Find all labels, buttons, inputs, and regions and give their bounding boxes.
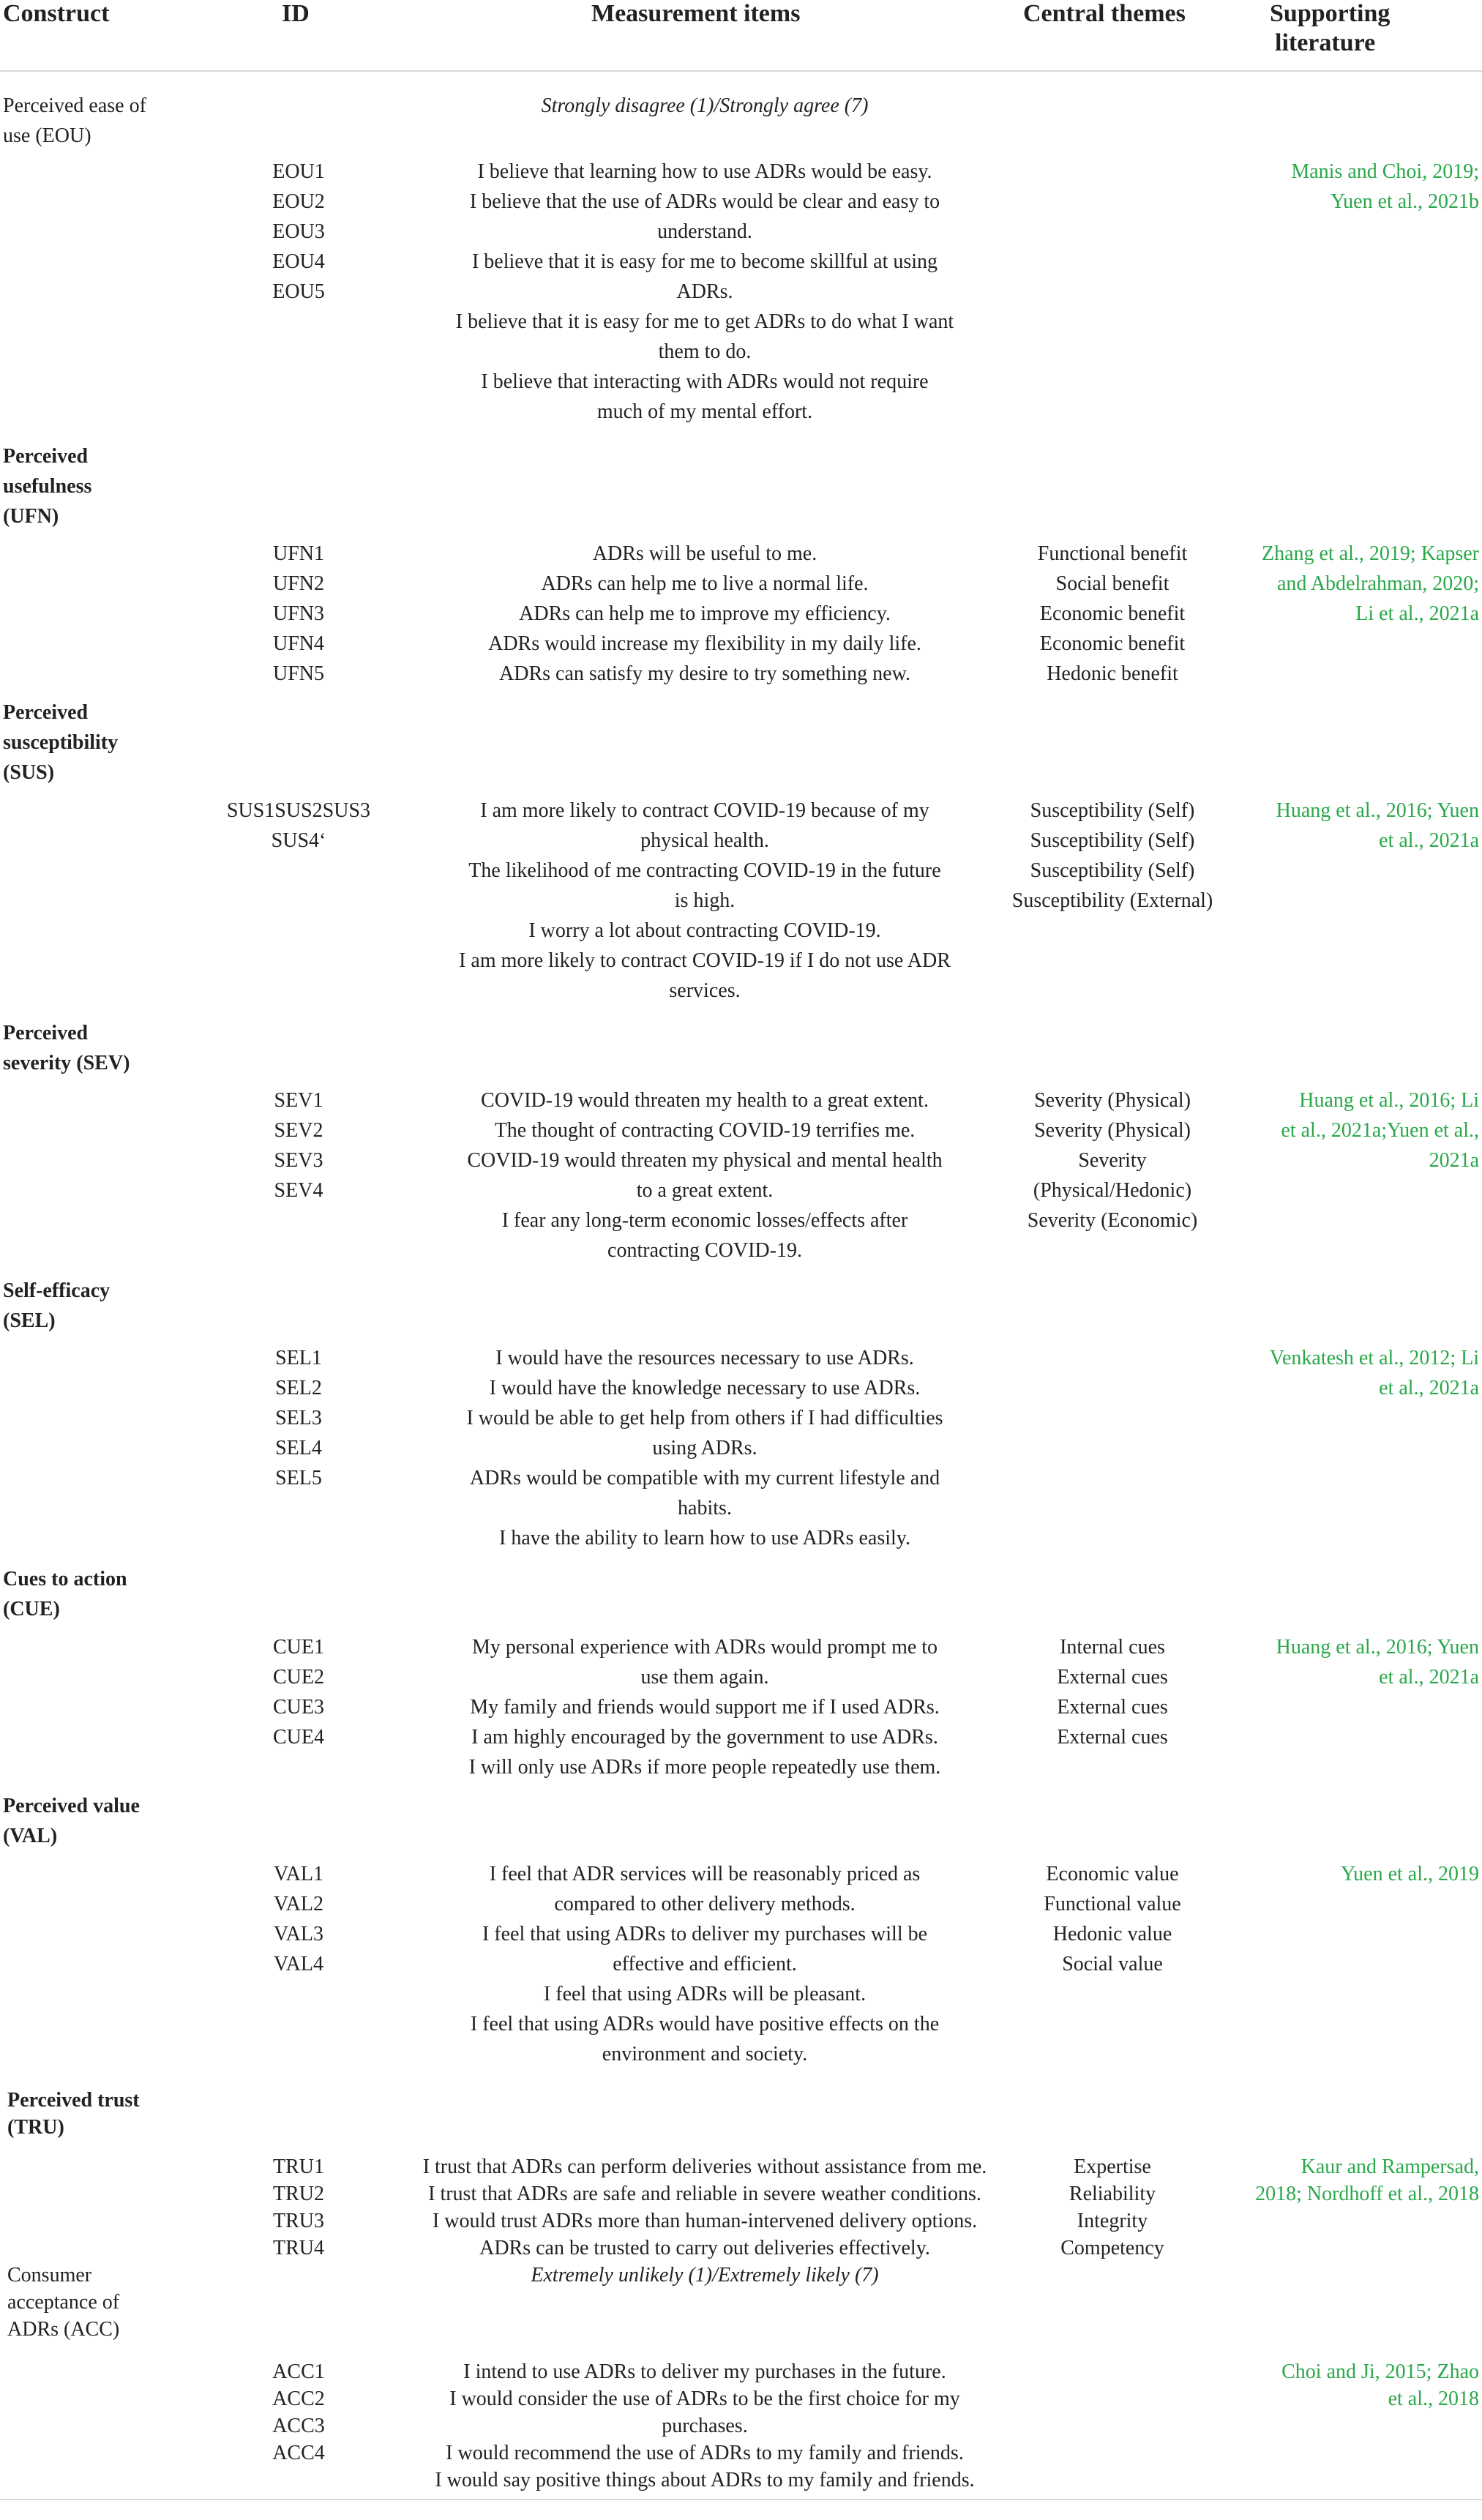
literature-ref: 2018; Nordhoff et al., 2018 — [1255, 2183, 1479, 2205]
construct-label: Perceived ease of — [3, 94, 146, 117]
construct-label: ADRs (ACC) — [7, 2318, 120, 2341]
literature-ref: Kaur and Rampersad, — [1301, 2156, 1479, 2178]
header-literature-1: Supporting — [1270, 0, 1391, 27]
header-literature-2: literature — [1275, 29, 1376, 56]
header-items: Measurement items — [591, 0, 801, 27]
construct-label: (CUE) — [3, 1598, 60, 1620]
literature-ref: et al., 2021a — [1379, 1666, 1479, 1689]
construct-label: use (EOU) — [3, 124, 91, 147]
header-themes: Central themes — [1023, 0, 1186, 27]
construct-label: Perceived — [3, 445, 89, 468]
literature-ref: Zhang et al., 2019; Kapser — [1261, 542, 1479, 565]
literature-ref: Choi and Ji, 2015; Zhao — [1281, 2360, 1479, 2383]
construct-label: (SEL) — [3, 1309, 56, 1332]
literature-ref: et al., 2018 — [1388, 2388, 1479, 2410]
literature-ref: Venkatesh et al., 2012; Li — [1269, 1347, 1479, 1369]
literature-ref: and Abdelrahman, 2020; — [1276, 572, 1479, 595]
header-id: ID — [282, 0, 310, 27]
literature-ref: Yuen et al., 2019 — [1341, 1863, 1479, 1885]
construct-label: Consumer — [7, 2264, 92, 2287]
bottom-rule — [0, 2499, 1482, 2500]
construct-label: Cues to action — [3, 1568, 127, 1590]
literature-ref: Manis and Choi, 2019; — [1291, 160, 1479, 183]
construct-label: (VAL) — [3, 1825, 58, 1847]
construct-label: (UFN) — [3, 505, 59, 528]
construct-label: Perceived trust — [7, 2089, 140, 2112]
literature-ref: et al., 2021a — [1379, 1377, 1479, 1399]
construct-label: Perceived — [3, 1022, 89, 1044]
table-header — [0, 0, 1482, 72]
construct-label: severity (SEV) — [3, 1052, 130, 1074]
literature-ref: 2021a — [1429, 1149, 1479, 1172]
construct-label: Perceived — [3, 701, 89, 724]
literature-ref: Huang et al., 2016; Yuen — [1276, 799, 1479, 822]
literature-ref: Yuen et al., 2021b — [1331, 190, 1479, 213]
construct-label: usefulness — [3, 475, 92, 498]
construct-label: Self-efficacy — [3, 1279, 111, 1302]
literature-ref: Huang et al., 2016; Li — [1299, 1089, 1479, 1112]
construct-label: susceptibility — [3, 731, 119, 754]
construct-label: acceptance of — [7, 2291, 120, 2314]
literature-ref: Huang et al., 2016; Yuen — [1276, 1636, 1479, 1659]
header-construct: Construct — [3, 0, 110, 27]
literature-ref: et al., 2021a — [1379, 829, 1479, 852]
construct-label: (SUS) — [3, 761, 55, 784]
construct-label: Perceived value — [3, 1795, 140, 1817]
literature-ref: Li et al., 2021a — [1355, 602, 1479, 625]
literature-ref: et al., 2021a;Yuen et al., — [1281, 1119, 1479, 1142]
construct-label: (TRU) — [7, 2116, 64, 2139]
